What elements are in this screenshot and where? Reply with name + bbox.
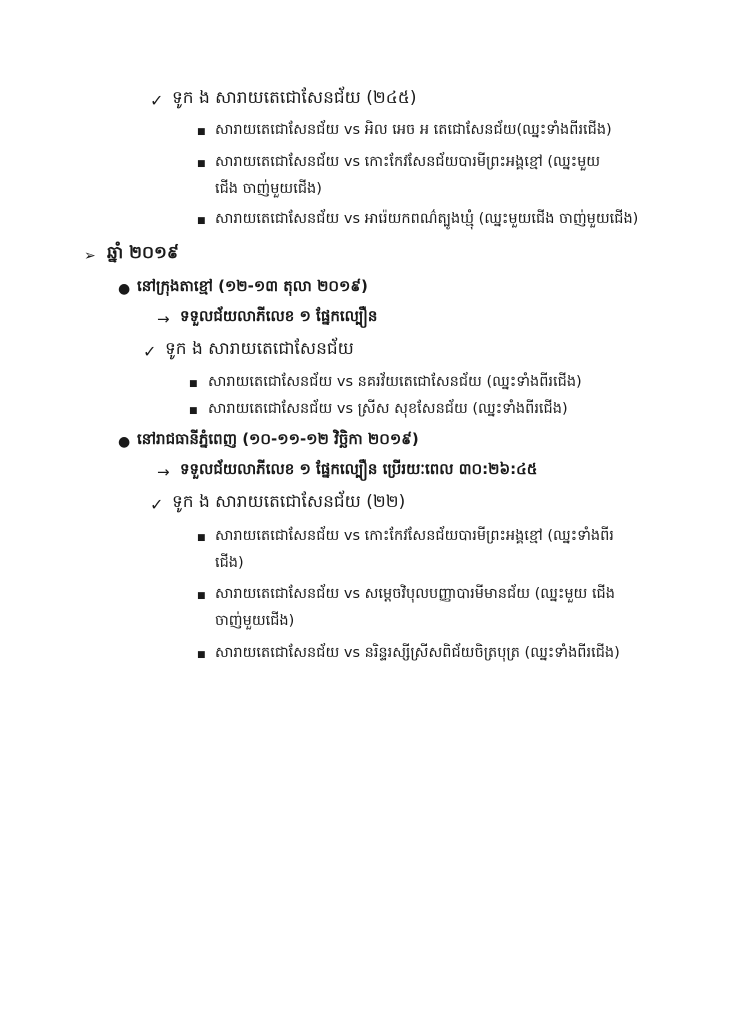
match-item-continuation: ជើង ចាញ់មួយជើង) <box>215 181 322 197</box>
event-result: ទទួលជ័យលាភីលេខ ១ ផ្នែកល្បឿន ប្រើរយៈពេល ៣០:២៦:៤៥ <box>180 460 538 478</box>
round-bullet-icon: ● <box>118 281 131 297</box>
match-item: សារាយតេជោសែនជ័យ vs កោះកែវសែនជ័យបារមីព្រះអង្គខ្មៅ (ឈ្នះមួយ <box>215 154 601 170</box>
arrow-right-icon: → <box>157 310 170 328</box>
round-bullet-icon: ● <box>118 434 131 450</box>
checkmark-icon: ✓ <box>150 495 164 514</box>
boat-heading: ទូក ង សារាយតេជោសែនជ័យ (២២) <box>172 492 406 512</box>
checkmark-icon: ✓ <box>143 342 157 361</box>
match-item: សារាយតេជោសែនជ័យ vs ស្រីស សុខសែនជ័យ (ឈ្នះទាំងពីរជើង) <box>208 401 568 417</box>
square-bullet-icon: ■ <box>197 533 206 543</box>
chevron-right-icon: ➢ <box>84 248 96 264</box>
boat-heading: ទូក ង សារាយតេជោសែនជ័យ (២៤៥) <box>172 88 417 108</box>
event-title: នៅរាជធានីភ្នំពេញ (១០-១១-១២ វិច្ឆិកា ២០១៩) <box>137 430 419 448</box>
boat-heading: ទូក ង សារាយតេជោសែនជ័យ <box>165 339 354 359</box>
square-bullet-icon: ■ <box>197 650 206 660</box>
square-bullet-icon: ■ <box>189 379 198 389</box>
square-bullet-icon: ■ <box>197 591 206 601</box>
match-item: សារាយតេជោសែនជ័យ vs អារ៉េយកពណ៌ត្បូងឃ្មុំ (ឈ្នះមួយជើង ចាញ់មួយជើង) <box>215 211 639 227</box>
match-item: សារាយតេជោសែនជ័យ vs កោះកែវសែនជ័យបារមីព្រះអង្គខ្មៅ (ឈ្នះទាំងពីរ <box>215 528 614 544</box>
arrow-right-icon: → <box>157 463 170 481</box>
match-item: សារាយតេជោសែនជ័យ vs នរិន្ទរស្សីស្រីសពិជ័យចិត្របុត្រ (ឈ្នះទាំងពីរជើង) <box>215 645 620 661</box>
match-item: សារាយតេជោសែនជ័យ vs នគរវ័យតេជោសែនជ័យ (ឈ្នះទាំងពីរជើង) <box>208 374 582 390</box>
checkmark-icon: ✓ <box>150 91 164 110</box>
event-result: ទទួលជ័យលាភីលេខ ១ ផ្នែកល្បឿន <box>180 307 378 325</box>
square-bullet-icon: ■ <box>197 159 206 169</box>
square-bullet-icon: ■ <box>197 216 206 226</box>
match-item: សារាយតេជោសែនជ័យ vs អិល អេច អ តេជោសែនជ័យ(ឈ្នះទាំងពីរជើង) <box>215 122 612 138</box>
match-item-continuation: ចាញ់មួយជើង) <box>215 613 295 629</box>
event-title: នៅក្រុងតាខ្មៅ (១២-១៣ តុលា ២០១៩) <box>137 277 368 295</box>
match-item-continuation: ជើង) <box>215 555 244 571</box>
match-item: សារាយតេជោសែនជ័យ vs សម្តេចវិបុលបញ្ញាបារមីមានជ័យ (ឈ្នះមួយ ជើង <box>215 586 615 602</box>
square-bullet-icon: ■ <box>197 127 206 137</box>
square-bullet-icon: ■ <box>189 406 198 416</box>
year-heading: ឆ្នាំ ២០១៩ <box>107 243 179 263</box>
